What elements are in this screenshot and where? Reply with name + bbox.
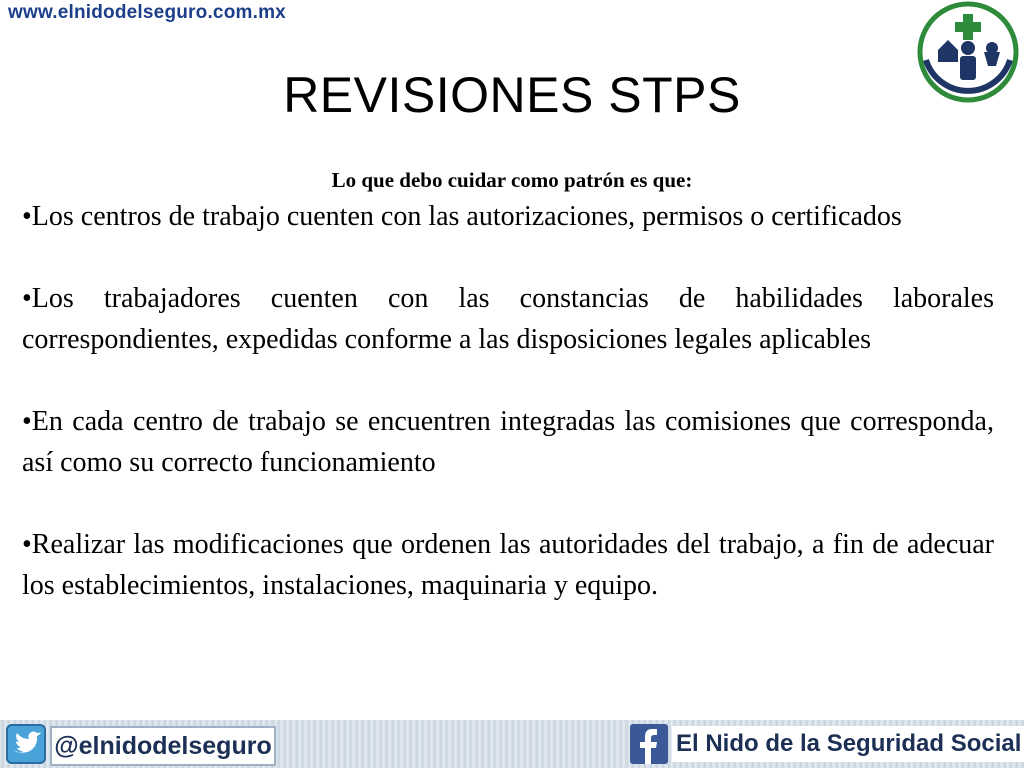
twitter-icon xyxy=(6,724,46,764)
site-url: www.elnidodelseguro.com.mx xyxy=(8,2,286,23)
facebook-page-name: El Nido de la Seguridad Social xyxy=(672,726,1024,762)
bullet-item: •Los centros de trabajo cuenten con las autorizaciones, permisos o certificados xyxy=(22,201,902,232)
facebook-icon xyxy=(630,724,668,764)
footer-banner xyxy=(0,720,1024,768)
bullet-item: •Los trabajadores cuenten con las constancias de habilidades laborales correspondientes, expedidas conforme a las disposiciones legales aplicables xyxy=(22,283,994,355)
bullet-list xyxy=(22,196,994,647)
bullet-item: •Realizar las modificaciones que ordenen las autoridades del trabajo, a fin de adecuar los establecimientos, instalaciones, maquinaria y equipo. xyxy=(22,529,994,601)
twitter-handle: @elnidodelseguro xyxy=(50,726,276,766)
slide-subtitle: Lo que debo cuidar como patrón es que: xyxy=(331,168,693,192)
bullet-item: •En cada centro de trabajo se encuentren integradas las comisiones que corresponda, así como su correcto funcionamiento xyxy=(22,406,994,478)
slide-title: REVISIONES STPS xyxy=(283,67,741,123)
